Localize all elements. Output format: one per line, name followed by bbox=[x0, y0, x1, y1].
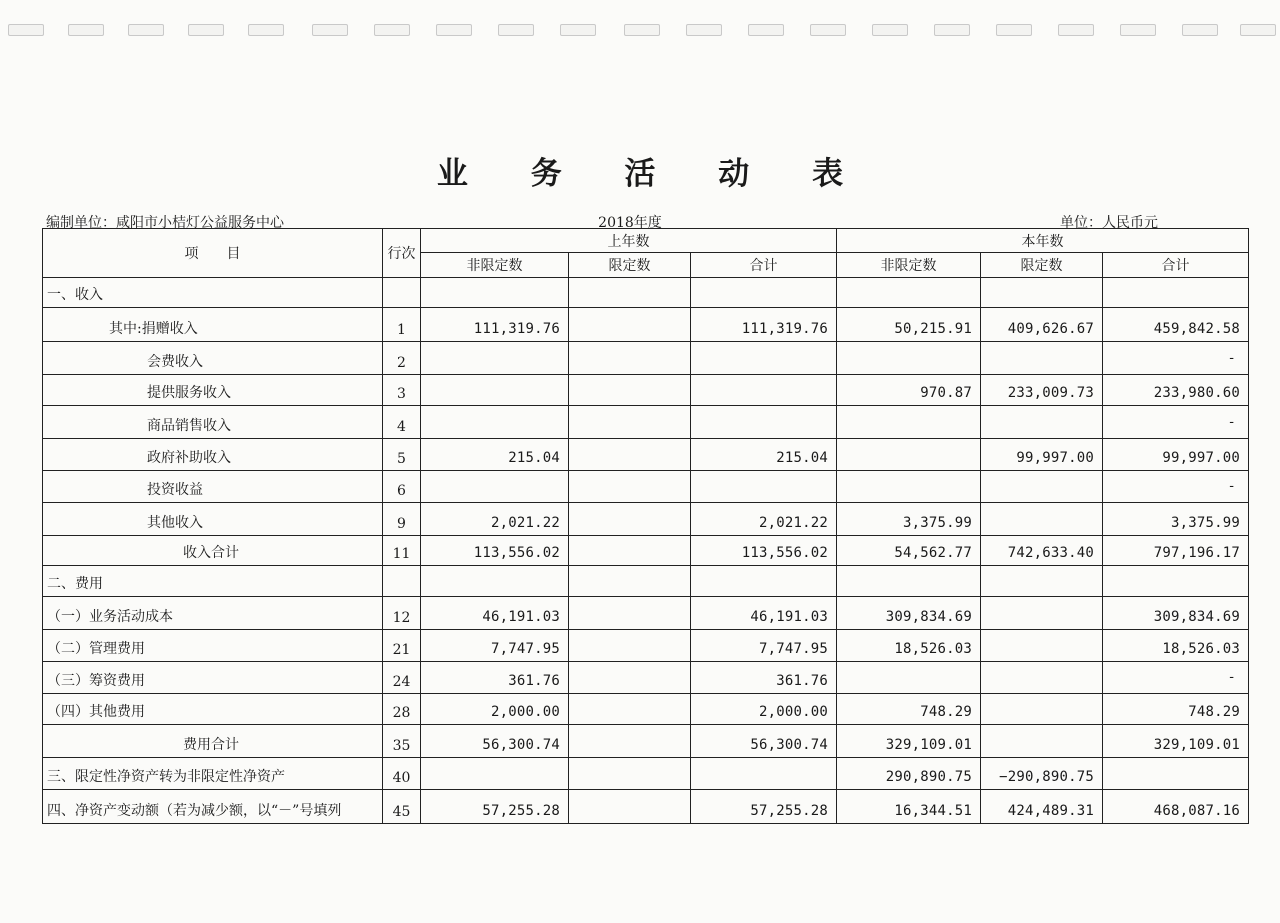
row-number: 28 bbox=[383, 694, 421, 725]
row-label: （三）筹资费用 bbox=[43, 662, 383, 694]
cell-cur-unrestricted bbox=[837, 406, 981, 439]
cell-prev-unrestricted: 2,000.00 bbox=[421, 694, 569, 725]
table-row bbox=[43, 308, 1249, 342]
table-row bbox=[43, 725, 1249, 758]
cell-prev-unrestricted: 46,191.03 bbox=[421, 597, 569, 630]
header-previous-year: 上年数 bbox=[421, 229, 837, 253]
cell-cur-total: 99,997.00 bbox=[1103, 439, 1249, 471]
cell-cur-restricted: 742,633.40 bbox=[981, 536, 1103, 566]
cell-cur-restricted: −290,890.75 bbox=[981, 758, 1103, 790]
table-row bbox=[43, 406, 1249, 439]
cell-cur-total: 18,526.03 bbox=[1103, 630, 1249, 662]
cell-cur-unrestricted: 16,344.51 bbox=[837, 790, 981, 824]
row-label: 二、费用 bbox=[43, 566, 383, 597]
cell-cur-unrestricted bbox=[837, 342, 981, 375]
cell-cur-unrestricted bbox=[837, 471, 981, 503]
header-cur-restricted: 限定数 bbox=[981, 253, 1103, 278]
row-label: 收入合计 bbox=[43, 536, 383, 566]
cell-cur-total: - bbox=[1103, 406, 1249, 439]
row-number: 3 bbox=[383, 375, 421, 406]
cell-cur-restricted: 233,009.73 bbox=[981, 375, 1103, 406]
cell-cur-restricted: 409,626.67 bbox=[981, 308, 1103, 342]
cell-prev-unrestricted: 56,300.74 bbox=[421, 725, 569, 758]
header-cur-total: 合计 bbox=[1103, 253, 1249, 278]
cell-cur-total: - bbox=[1103, 342, 1249, 375]
cell-prev-restricted bbox=[569, 536, 691, 566]
row-number: 21 bbox=[383, 630, 421, 662]
organization-label: 编制单位：咸阳市小桔灯公益服务中心 bbox=[46, 215, 284, 231]
cell-cur-restricted bbox=[981, 725, 1103, 758]
row-number: 12 bbox=[383, 597, 421, 630]
header-current-year: 本年数 bbox=[837, 229, 1249, 253]
cell-prev-restricted bbox=[569, 597, 691, 630]
cell-prev-unrestricted: 57,255.28 bbox=[421, 790, 569, 824]
cell-prev-restricted bbox=[569, 662, 691, 694]
table-row bbox=[43, 503, 1249, 536]
cell-cur-unrestricted: 290,890.75 bbox=[837, 758, 981, 790]
cell-cur-restricted: 424,489.31 bbox=[981, 790, 1103, 824]
cell-prev-restricted bbox=[569, 342, 691, 375]
row-label: 一、收入 bbox=[43, 278, 383, 308]
cell-cur-restricted bbox=[981, 694, 1103, 725]
table-row bbox=[43, 471, 1249, 503]
cell-cur-unrestricted bbox=[837, 566, 981, 597]
cell-prev-unrestricted bbox=[421, 406, 569, 439]
cell-cur-total: 797,196.17 bbox=[1103, 536, 1249, 566]
row-number: 9 bbox=[383, 503, 421, 536]
cell-cur-restricted bbox=[981, 278, 1103, 308]
cell-cur-restricted bbox=[981, 662, 1103, 694]
cell-prev-unrestricted bbox=[421, 471, 569, 503]
cell-cur-restricted bbox=[981, 566, 1103, 597]
cell-cur-unrestricted: 18,526.03 bbox=[837, 630, 981, 662]
cell-cur-total: - bbox=[1103, 662, 1249, 694]
cell-prev-total: 361.76 bbox=[691, 662, 837, 694]
cell-prev-restricted bbox=[569, 278, 691, 308]
header-row-number: 行次 bbox=[383, 229, 421, 278]
row-number: 1 bbox=[383, 308, 421, 342]
cell-prev-unrestricted: 361.76 bbox=[421, 662, 569, 694]
cell-cur-restricted bbox=[981, 471, 1103, 503]
header-prev-total: 合计 bbox=[691, 253, 837, 278]
row-number: 5 bbox=[383, 439, 421, 471]
cell-prev-unrestricted: 113,556.02 bbox=[421, 536, 569, 566]
cell-cur-restricted: 99,997.00 bbox=[981, 439, 1103, 471]
cell-cur-restricted bbox=[981, 597, 1103, 630]
table-row bbox=[43, 375, 1249, 406]
cell-prev-restricted bbox=[569, 758, 691, 790]
header-prev-unrestricted: 非限定数 bbox=[421, 253, 569, 278]
row-number: 45 bbox=[383, 790, 421, 824]
cell-prev-total: 2,000.00 bbox=[691, 694, 837, 725]
cell-cur-total bbox=[1103, 278, 1249, 308]
cell-cur-restricted bbox=[981, 406, 1103, 439]
cell-prev-unrestricted bbox=[421, 758, 569, 790]
row-label: 其他收入 bbox=[43, 503, 383, 536]
perforation-strip bbox=[0, 18, 1280, 42]
cell-prev-total bbox=[691, 278, 837, 308]
table-row bbox=[43, 278, 1249, 308]
cell-prev-restricted bbox=[569, 790, 691, 824]
cell-prev-restricted bbox=[569, 471, 691, 503]
cell-cur-unrestricted bbox=[837, 662, 981, 694]
cell-cur-total bbox=[1103, 566, 1249, 597]
row-label: 会费收入 bbox=[43, 342, 383, 375]
cell-prev-total: 46,191.03 bbox=[691, 597, 837, 630]
row-number: 6 bbox=[383, 471, 421, 503]
row-label: 政府补助收入 bbox=[43, 439, 383, 471]
business-activity-table bbox=[42, 228, 1249, 824]
currency-unit-label: 单位：人民币元 bbox=[1060, 215, 1158, 231]
header-item: 项 目 bbox=[43, 229, 383, 278]
cell-cur-total: 468,087.16 bbox=[1103, 790, 1249, 824]
cell-prev-restricted bbox=[569, 439, 691, 471]
cell-cur-restricted bbox=[981, 342, 1103, 375]
cell-prev-total bbox=[691, 471, 837, 503]
cell-prev-total: 111,319.76 bbox=[691, 308, 837, 342]
cell-prev-total: 2,021.22 bbox=[691, 503, 837, 536]
cell-prev-total bbox=[691, 406, 837, 439]
cell-cur-total bbox=[1103, 758, 1249, 790]
cell-cur-unrestricted: 50,215.91 bbox=[837, 308, 981, 342]
cell-prev-unrestricted bbox=[421, 566, 569, 597]
cell-prev-total bbox=[691, 758, 837, 790]
table-row bbox=[43, 597, 1249, 630]
cell-cur-total: 3,375.99 bbox=[1103, 503, 1249, 536]
table-row bbox=[43, 342, 1249, 375]
document-title: 业 务 活 动 表 bbox=[436, 156, 870, 192]
cell-cur-unrestricted bbox=[837, 278, 981, 308]
row-number: 40 bbox=[383, 758, 421, 790]
row-number: 4 bbox=[383, 406, 421, 439]
cell-prev-total bbox=[691, 566, 837, 597]
row-number bbox=[383, 566, 421, 597]
row-label: （一）业务活动成本 bbox=[43, 597, 383, 630]
cell-prev-restricted bbox=[569, 308, 691, 342]
cell-cur-total: 329,109.01 bbox=[1103, 725, 1249, 758]
header-cur-unrestricted: 非限定数 bbox=[837, 253, 981, 278]
row-label: 三、限定性净资产转为非限定性净资产 bbox=[43, 758, 383, 790]
row-number: 35 bbox=[383, 725, 421, 758]
cell-prev-unrestricted: 111,319.76 bbox=[421, 308, 569, 342]
row-label: 提供服务收入 bbox=[43, 375, 383, 406]
table-row bbox=[43, 758, 1249, 790]
cell-prev-restricted bbox=[569, 503, 691, 536]
cell-cur-unrestricted: 3,375.99 bbox=[837, 503, 981, 536]
header-prev-restricted: 限定数 bbox=[569, 253, 691, 278]
row-label: 费用合计 bbox=[43, 725, 383, 758]
cell-prev-unrestricted bbox=[421, 278, 569, 308]
cell-prev-total: 215.04 bbox=[691, 439, 837, 471]
cell-cur-total: 459,842.58 bbox=[1103, 308, 1249, 342]
row-number: 24 bbox=[383, 662, 421, 694]
cell-prev-unrestricted: 7,747.95 bbox=[421, 630, 569, 662]
cell-prev-restricted bbox=[569, 375, 691, 406]
cell-prev-total bbox=[691, 342, 837, 375]
cell-cur-total: - bbox=[1103, 471, 1249, 503]
cell-prev-unrestricted: 2,021.22 bbox=[421, 503, 569, 536]
table-row bbox=[43, 439, 1249, 471]
cell-cur-total: 233,980.60 bbox=[1103, 375, 1249, 406]
row-label: （二）管理费用 bbox=[43, 630, 383, 662]
cell-cur-unrestricted: 748.29 bbox=[837, 694, 981, 725]
table-row bbox=[43, 790, 1249, 824]
row-number: 11 bbox=[383, 536, 421, 566]
table-row bbox=[43, 694, 1249, 725]
cell-cur-unrestricted: 54,562.77 bbox=[837, 536, 981, 566]
table-row bbox=[43, 566, 1249, 597]
cell-prev-unrestricted bbox=[421, 375, 569, 406]
cell-prev-total: 7,747.95 bbox=[691, 630, 837, 662]
cell-cur-restricted bbox=[981, 630, 1103, 662]
row-label: 四、净资产变动额（若为减少额，以“－”号填列 bbox=[43, 790, 383, 824]
cell-cur-total: 748.29 bbox=[1103, 694, 1249, 725]
table-row bbox=[43, 662, 1249, 694]
cell-prev-restricted bbox=[569, 694, 691, 725]
cell-prev-total: 113,556.02 bbox=[691, 536, 837, 566]
table-row bbox=[43, 630, 1249, 662]
cell-prev-restricted bbox=[569, 630, 691, 662]
row-label: 投资收益 bbox=[43, 471, 383, 503]
cell-prev-total: 56,300.74 bbox=[691, 725, 837, 758]
row-label: 其中:捐赠收入 bbox=[43, 308, 383, 342]
cell-prev-unrestricted: 215.04 bbox=[421, 439, 569, 471]
row-label: 商品销售收入 bbox=[43, 406, 383, 439]
cell-cur-unrestricted: 970.87 bbox=[837, 375, 981, 406]
period-label: 2018年度 bbox=[598, 215, 662, 231]
row-number: 2 bbox=[383, 342, 421, 375]
cell-cur-total: 309,834.69 bbox=[1103, 597, 1249, 630]
cell-prev-restricted bbox=[569, 725, 691, 758]
cell-cur-restricted bbox=[981, 503, 1103, 536]
cell-prev-unrestricted bbox=[421, 342, 569, 375]
table-row bbox=[43, 536, 1249, 566]
row-number bbox=[383, 278, 421, 308]
cell-prev-total bbox=[691, 375, 837, 406]
cell-prev-total: 57,255.28 bbox=[691, 790, 837, 824]
cell-cur-unrestricted: 309,834.69 bbox=[837, 597, 981, 630]
cell-cur-unrestricted: 329,109.01 bbox=[837, 725, 981, 758]
cell-cur-unrestricted bbox=[837, 439, 981, 471]
row-label: （四）其他费用 bbox=[43, 694, 383, 725]
cell-prev-restricted bbox=[569, 566, 691, 597]
cell-prev-restricted bbox=[569, 406, 691, 439]
